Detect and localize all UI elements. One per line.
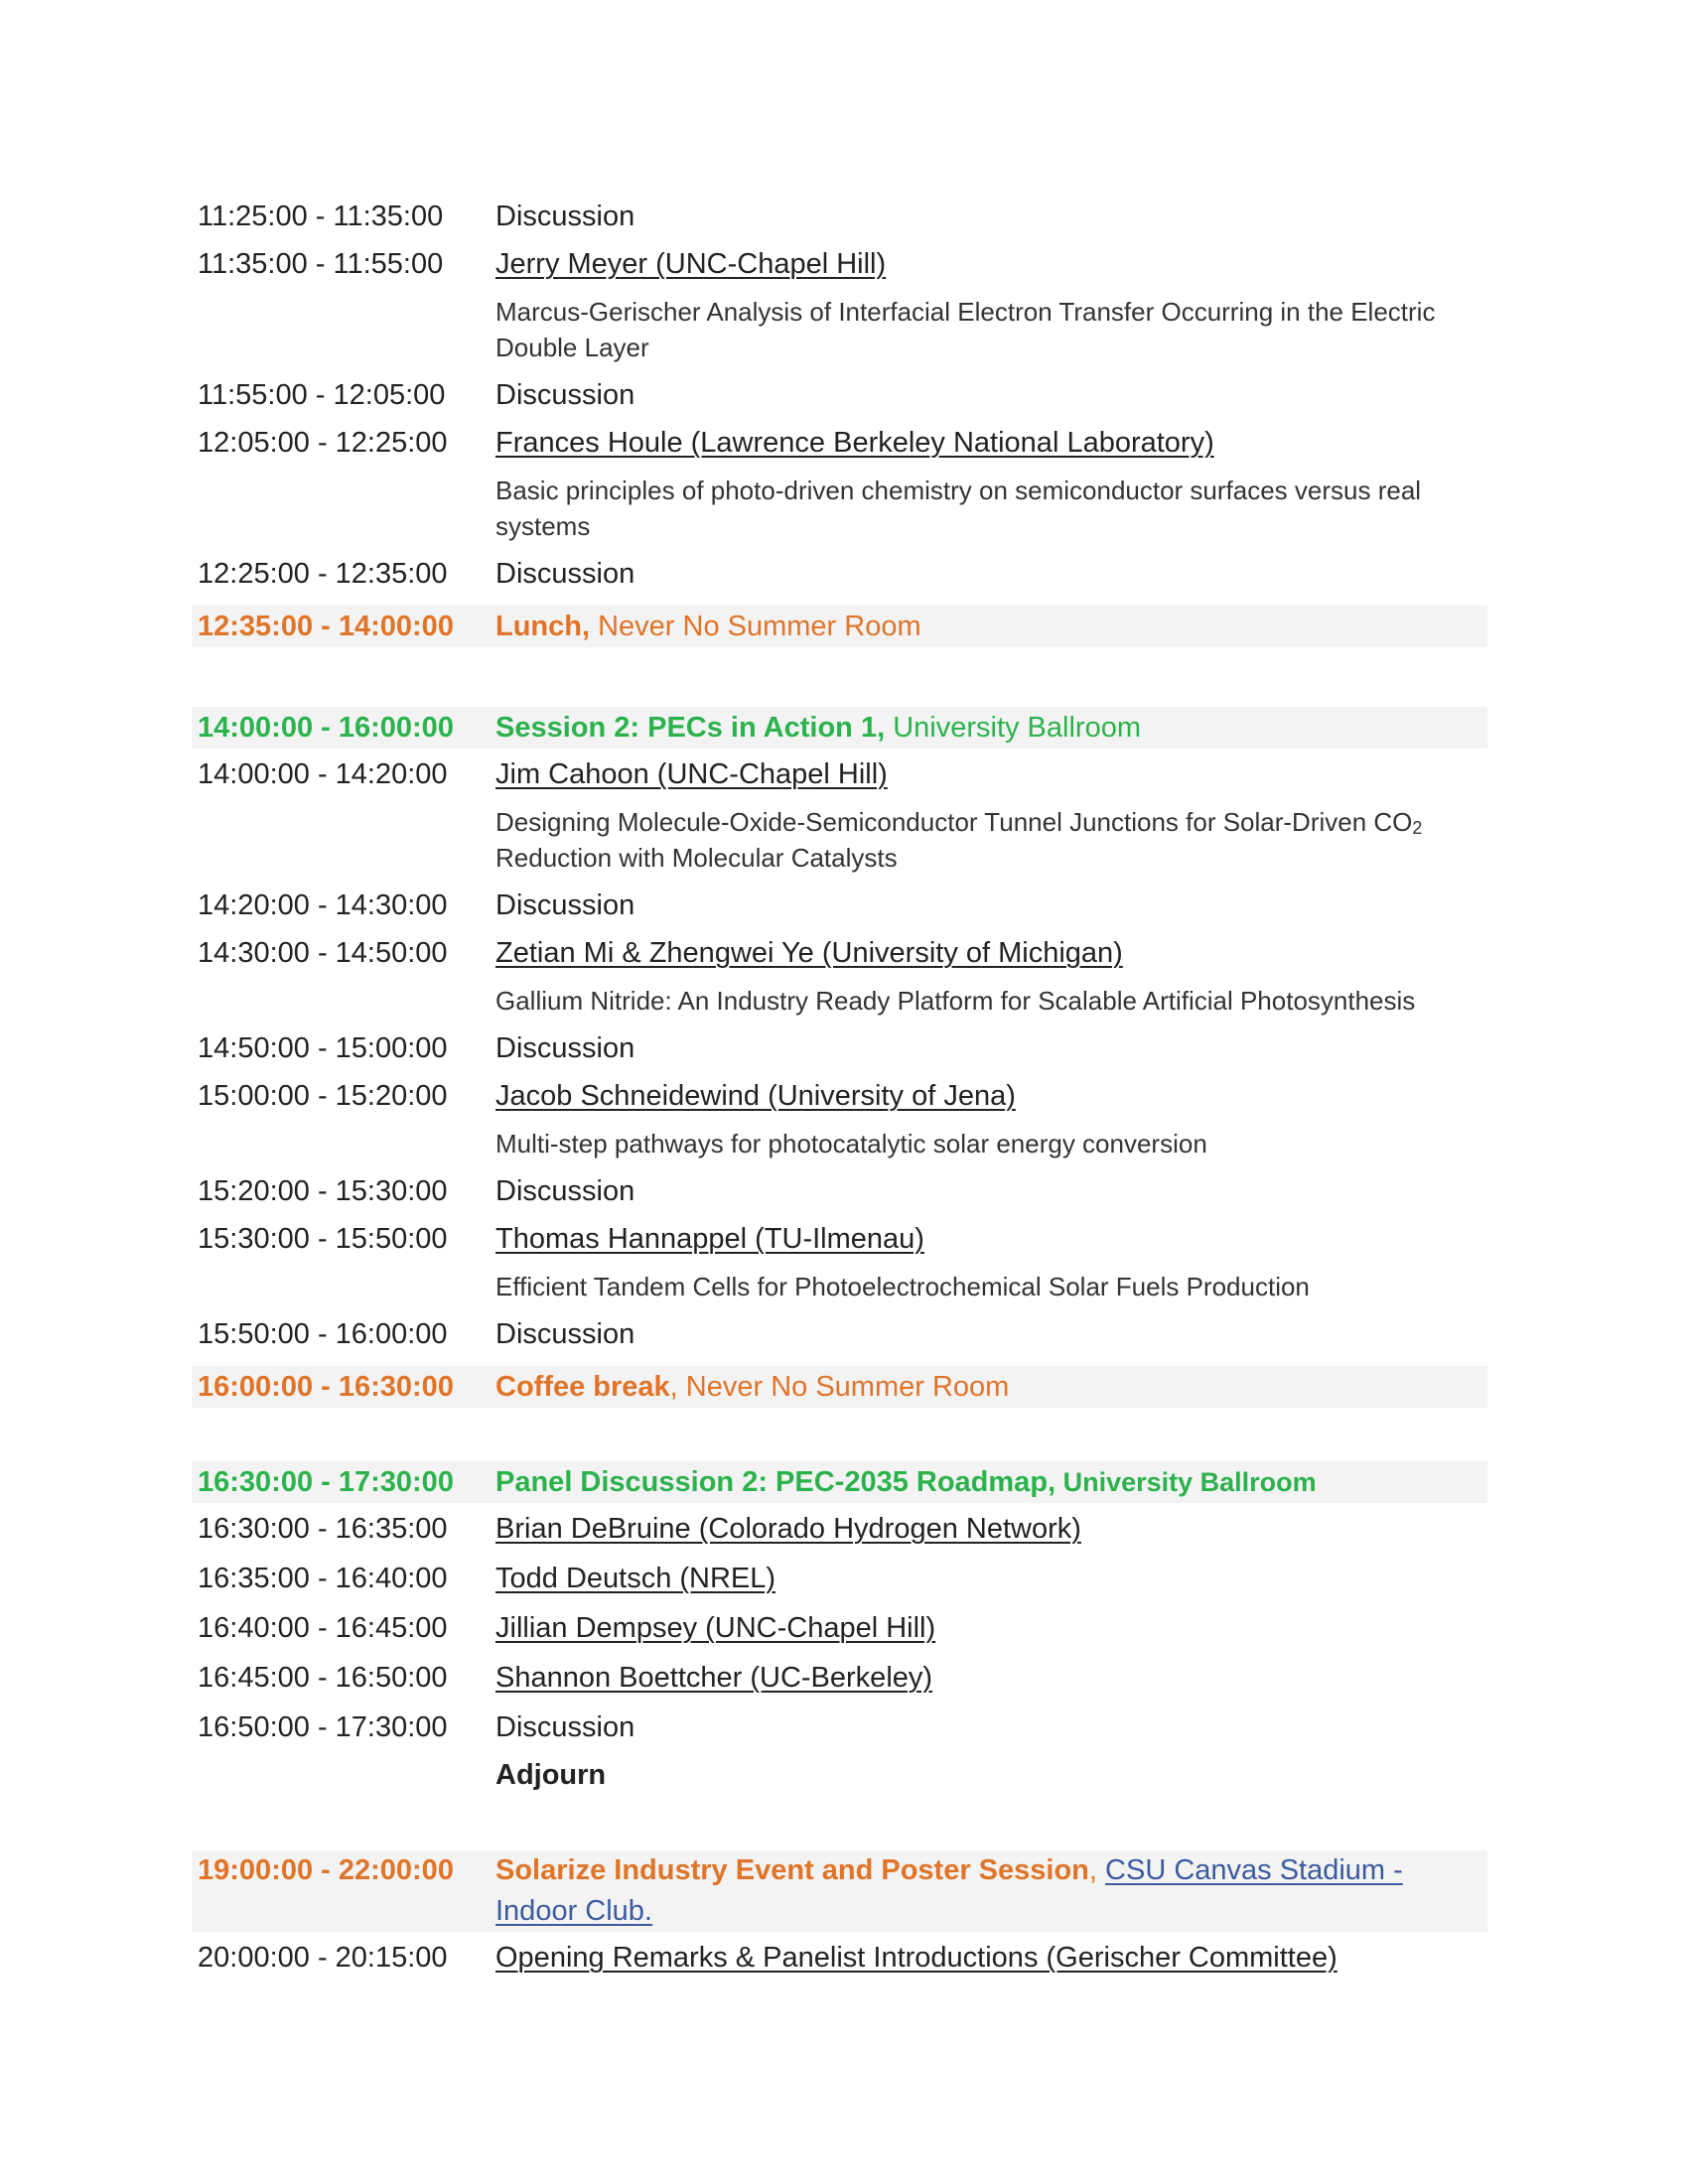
speaker-link[interactable]: Frances Houle (Lawrence Berkeley National Laboratory) <box>495 427 1214 459</box>
panelist-link[interactable]: Brian DeBruine (Colorado Hydrogen Network) <box>495 1513 1081 1545</box>
abstract-row <box>192 1126 1487 1171</box>
speaker-link[interactable]: Jacob Schneidewind (University of Jena) <box>495 1080 1016 1112</box>
time-slot: 16:40:00 - 16:45:00 <box>198 1612 448 1644</box>
venue-link[interactable]: CSU Canvas Stadium - Indoor Club. <box>495 1854 1403 1927</box>
agenda-row <box>192 933 1487 983</box>
session-title: Panel Discussion 2: PEC-2035 Roadmap, <box>495 1466 1056 1498</box>
speaker-link[interactable]: Jim Cahoon (UNC-Chapel Hill) <box>495 758 888 790</box>
talk-abstract: Efficient Tandem Cells for Photoelectrochemical Solar Fuels Production <box>495 1272 1310 1301</box>
abstract-row <box>192 804 1487 886</box>
session-venue: University Ballroom <box>1055 1467 1317 1497</box>
agenda-row <box>192 244 1487 294</box>
agenda-row <box>192 1314 1487 1362</box>
agenda-row <box>192 375 1487 423</box>
time-slot: 14:30:00 - 14:50:00 <box>198 937 448 969</box>
item-text: Discussion <box>495 1318 635 1350</box>
item-text: Discussion <box>495 379 635 411</box>
session-venue: University Ballroom <box>885 712 1141 744</box>
time-slot: 11:25:00 - 11:35:00 <box>198 201 444 232</box>
time-slot: 14:00:00 - 16:00:00 <box>198 712 454 744</box>
agenda-row <box>192 1509 1487 1559</box>
agenda-row <box>192 1938 1487 1987</box>
panelist-link[interactable]: Jillian Dempsey (UNC-Chapel Hill) <box>495 1612 936 1644</box>
agenda-row <box>192 554 1487 602</box>
item-text: Discussion <box>495 1175 635 1207</box>
time-slot: 14:20:00 - 14:30:00 <box>198 889 448 921</box>
agenda-row <box>192 1076 1487 1126</box>
abstract-row <box>192 294 1487 375</box>
agenda-row <box>192 1559 1487 1608</box>
event-row: 19:00:00 - 22:00:00 Solarize Industry Event and Poster Session, CSU Canvas Stadium - Indoor Club. <box>192 1850 1487 1932</box>
agenda-row <box>192 423 1487 473</box>
break-title: Coffee break <box>495 1371 670 1403</box>
speaker-link[interactable]: Opening Remarks & Panelist Introductions (Gerischer Committee) <box>495 1942 1337 1974</box>
abstract-row <box>192 983 1487 1028</box>
time-slot: 19:00:00 - 22:00:00 <box>198 1854 454 1886</box>
item-text: Discussion <box>495 1711 635 1743</box>
agenda-row <box>192 1707 1487 1755</box>
time-slot: 12:25:00 - 12:35:00 <box>198 558 448 590</box>
break-venue: , Never No Summer Room <box>669 1371 1010 1403</box>
time-slot: 11:55:00 - 12:05:00 <box>198 379 446 411</box>
agenda-row <box>192 1171 1487 1219</box>
agenda-row <box>192 1608 1487 1658</box>
item-text: Discussion <box>495 201 635 232</box>
talk-abstract: Gallium Nitride: An Industry Ready Platform for Scalable Artificial Photosynthesis <box>495 986 1416 1016</box>
break-title: Lunch, <box>495 611 591 642</box>
item-text: Discussion <box>495 558 635 590</box>
time-slot: 16:35:00 - 16:40:00 <box>198 1563 448 1594</box>
time-slot: 16:30:00 - 17:30:00 <box>198 1466 454 1498</box>
time-slot: 20:00:00 - 20:15:00 <box>198 1942 448 1974</box>
time-slot: 16:45:00 - 16:50:00 <box>198 1662 448 1694</box>
agenda-row <box>192 1658 1487 1707</box>
item-text: Discussion <box>495 889 635 921</box>
agenda-row <box>192 1028 1487 1076</box>
item-text: Discussion <box>495 1032 635 1064</box>
agenda-row <box>192 754 1487 804</box>
session-row <box>192 707 1487 749</box>
agenda-row <box>192 1219 1487 1269</box>
time-slot: 16:30:00 - 16:35:00 <box>198 1513 448 1545</box>
panelist-link[interactable]: Todd Deutsch (NREL) <box>495 1563 776 1594</box>
time-slot: 15:00:00 - 15:20:00 <box>198 1080 448 1112</box>
panelist-link[interactable]: Shannon Boettcher (UC-Berkeley) <box>495 1662 933 1694</box>
agenda-row <box>192 886 1487 933</box>
session-title: Session 2: PECs in Action 1, <box>495 712 886 744</box>
break-row <box>192 1366 1487 1408</box>
abstract-row <box>192 1269 1487 1314</box>
talk-abstract: Basic principles of photo-driven chemistry on semiconductor surfaces versus real systems <box>495 476 1422 541</box>
time-slot: 12:35:00 - 14:00:00 <box>198 611 454 642</box>
time-slot: 12:05:00 - 12:25:00 <box>198 427 448 459</box>
speaker-link[interactable]: Zetian Mi & Zhengwei Ye (University of Michigan) <box>495 937 1123 969</box>
time-slot: 15:30:00 - 15:50:00 <box>198 1223 448 1255</box>
abstract-row <box>192 473 1487 554</box>
break-row <box>192 606 1487 647</box>
talk-abstract: Multi-step pathways for photocatalytic solar energy conversion <box>495 1129 1207 1159</box>
time-slot: 15:50:00 - 16:00:00 <box>198 1318 448 1350</box>
time-slot: 14:00:00 - 14:20:00 <box>198 758 448 790</box>
time-slot: 11:35:00 - 11:55:00 <box>198 248 444 280</box>
time-slot: 16:50:00 - 17:30:00 <box>198 1711 448 1743</box>
break-venue: Never No Summer Room <box>590 611 921 642</box>
talk-abstract: Designing Molecule-Oxide-Semiconductor Tunnel Junctions for Solar-Driven $CO_2$ Reduction with Molecular Catalysts <box>495 807 1423 873</box>
adjourn-row <box>192 1755 1487 1803</box>
speaker-link[interactable]: Jerry Meyer (UNC-Chapel Hill) <box>495 248 887 280</box>
session-row <box>192 1461 1487 1503</box>
adjourn-label: Adjourn <box>495 1759 607 1791</box>
speaker-link[interactable]: Thomas Hannappel (TU-Ilmenau) <box>495 1223 924 1255</box>
time-slot: 15:20:00 - 15:30:00 <box>198 1175 448 1207</box>
time-slot: 16:00:00 - 16:30:00 <box>198 1371 454 1403</box>
agenda <box>192 197 1487 1987</box>
time-slot: 14:50:00 - 15:00:00 <box>198 1032 448 1064</box>
event-title: Solarize Industry Event and Poster Session <box>495 1854 1089 1886</box>
talk-abstract: Marcus-Gerischer Analysis of Interfacial Electron Transfer Occurring in the Electric Double Layer <box>495 297 1436 362</box>
agenda-row <box>192 197 1487 244</box>
